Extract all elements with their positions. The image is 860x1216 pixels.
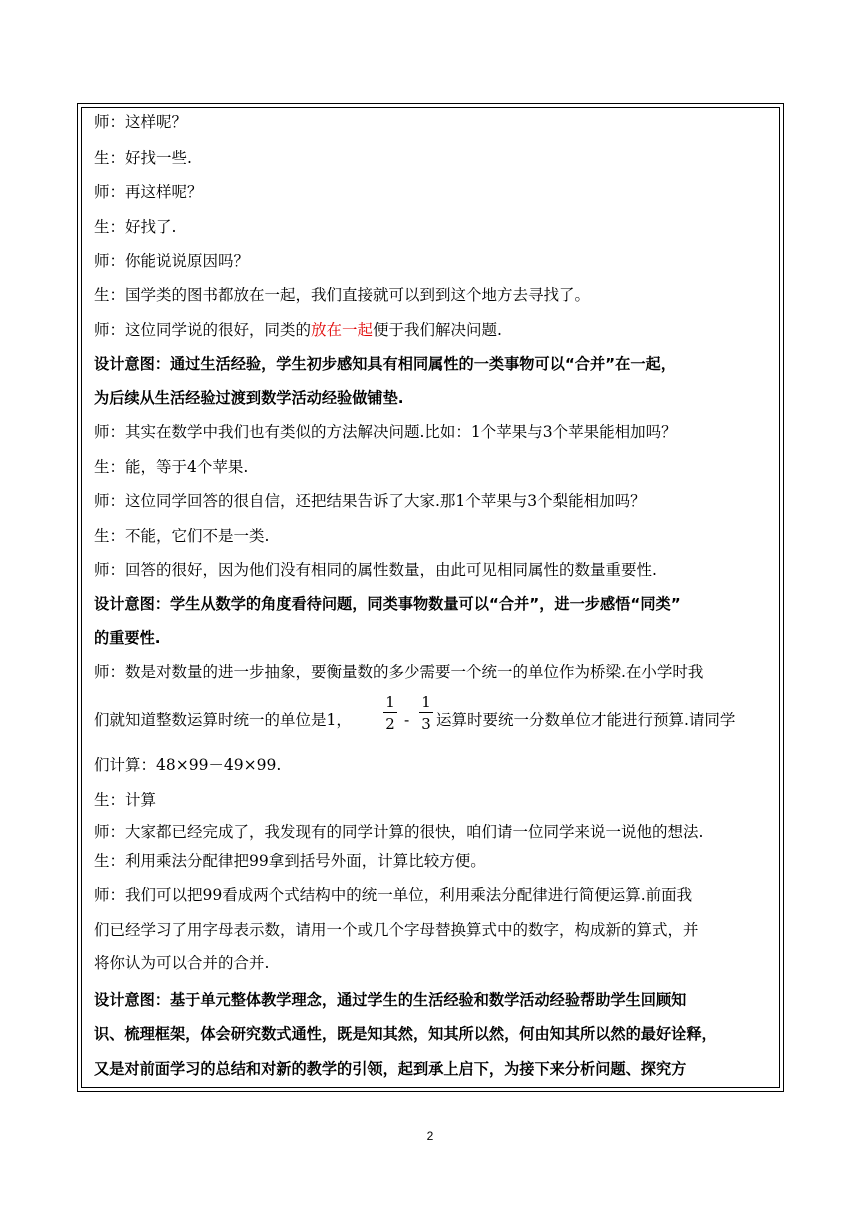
dialogue-line: 师：这位同学回答的很自信，还把结果告诉了大家.那1个苹果与3个梨能相加吗？ xyxy=(94,492,646,510)
fraction-numerator: 1 xyxy=(421,693,431,711)
design-intent-line: 的重要性. xyxy=(94,629,161,647)
dialogue-line: 师：你能说说原因吗？ xyxy=(94,252,250,270)
dialogue-line: 师：我们可以把99看成两个式结构中的统一单位，利用乘法分配律进行简便运算.前面我 xyxy=(94,886,693,904)
dialogue-line: 们已经学习了用字母表示数，请用一个或几个字母替换算式中的数字，构成新的算式，并 xyxy=(94,921,699,939)
fraction-denominator: 2 xyxy=(385,715,395,733)
dialogue-line: 生：能，等于4个苹果. xyxy=(94,458,249,476)
design-intent-line: 又是对前面学习的总结和对新的教学的引领，起到承上启下，为接下来分析问题、探究方 xyxy=(94,1060,687,1078)
dialogue-line: 生：计算 xyxy=(94,791,157,809)
highlighted-phrase: 放在一起 xyxy=(311,321,374,339)
dialogue-line: 将你认为可以合并的合并. xyxy=(94,954,270,972)
dialogue-line: 生：好找一些. xyxy=(94,149,192,167)
design-intent-line: 设计意图：学生从数学的角度看待问题，同类事物数量可以“合并”，进一步感悟“同类” xyxy=(94,595,681,613)
dialogue-text: 们就知道整数运算时统一的单位是1， xyxy=(94,711,352,729)
dialogue-text: 师：这位同学说的很好，同类的 xyxy=(94,321,312,339)
fraction-bar xyxy=(383,712,397,713)
dialogue-line: 师：大家都已经完成了，我发现有的同学计算的很快，咱们请一位同学来说一说他的想法. xyxy=(94,823,704,841)
dialogue-text: 运算时要统一分数单位才能进行预算.请同学 xyxy=(436,711,736,729)
design-intent-line: 为后续从生活经验过渡到数学活动经验做铺垫. xyxy=(94,389,404,407)
dialogue-line: 师：这样呢？ xyxy=(94,113,188,131)
page-number: 2 xyxy=(426,1129,434,1143)
dialogue-line: 师：其实在数学中我们也有类似的方法解决问题.比如：1个苹果与3个苹果能相加吗？ xyxy=(94,423,677,441)
dialogue-line: 生：利用乘法分配律把99拿到括号外面，计算比较方便。 xyxy=(94,852,486,870)
fraction-line xyxy=(94,693,772,746)
dialogue-text: 便于我们解决问题. xyxy=(373,321,502,339)
dialogue-line: 生：不能，它们不是一类. xyxy=(94,527,270,545)
lesson-transcript xyxy=(94,107,772,1087)
dialogue-line: 们计算：48×99－49×99. xyxy=(94,756,282,774)
dialogue-line: 师：数是对数量的进一步抽象，要衡量数的多少需要一个统一的单位作为桥梁.在小学时我 xyxy=(94,663,704,681)
dialogue-line: 生：国学类的图书都放在一起，我们直接就可以到到这个地方去寻找了。 xyxy=(94,286,591,304)
fraction-bar xyxy=(419,712,433,713)
fraction-numerator: 1 xyxy=(385,693,395,711)
dialogue-line: 生：好找了. xyxy=(94,218,177,236)
minus-sign: - xyxy=(404,711,410,729)
dialogue-line: 师：回答的很好，因为他们没有相同的属性数量，由此可见相同属性的数量重要性. xyxy=(94,561,657,579)
design-intent-line: 识、梳理框架，体会研究数式通性，既是知其然，知其所以然，何由知其所以然的最好诠释， xyxy=(94,1025,717,1043)
dialogue-line xyxy=(94,320,502,340)
fraction-denominator: 3 xyxy=(421,715,431,733)
dialogue-line: 师：再这样呢？ xyxy=(94,183,203,201)
design-intent-line: 设计意图：通过生活经验，学生初步感知具有相同属性的一类事物可以“合并”在一起， xyxy=(94,355,676,373)
design-intent-line: 设计意图：基于单元整体教学理念，通过学生的生活经验和数学活动经验帮助学生回顾知 xyxy=(94,991,687,1009)
